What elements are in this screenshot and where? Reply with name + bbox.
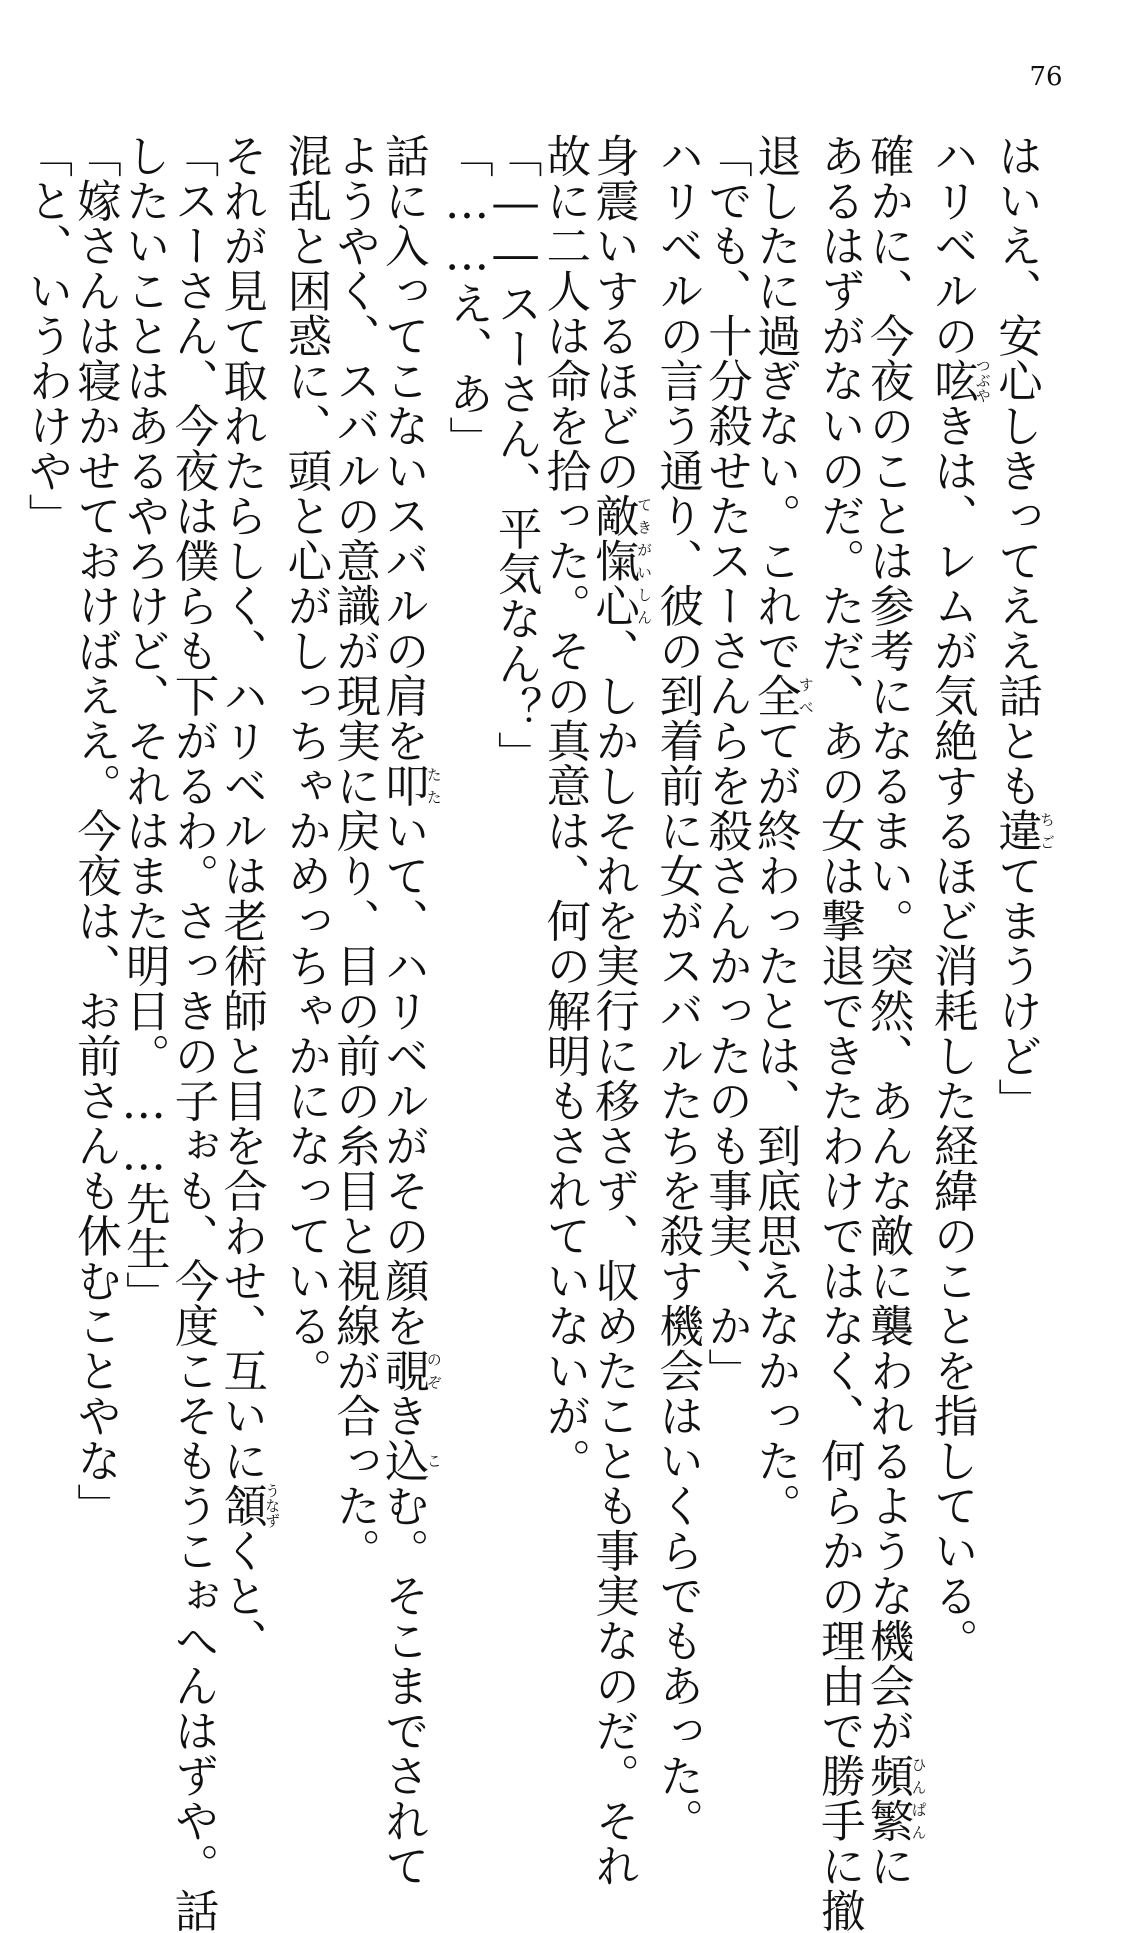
body-text — [20, 133, 1056, 1933]
furigana: 込こ — [377, 1438, 443, 1483]
furigana: 違ちご — [990, 808, 1056, 853]
furigana: 頷うなず — [215, 1483, 282, 1528]
text-line: 「スーさん、今夜は僕らも下がるわ。さっきの子ぉも、今度こそもうこぉへんはずや。話 — [166, 133, 218, 1933]
text-line: 混乱と困惑に、頭と心がしっちゃかめっちゃかになっている。 — [279, 133, 331, 1393]
text-line: 「でも、十分殺せたスーさんらを殺さんかったのも事実、か」 — [700, 133, 752, 1393]
furigana: 頻繁ひんぱん — [862, 1753, 928, 1843]
text-line: したいことはあるやろけど、それはまた明日。……先生」 — [118, 133, 170, 1316]
furigana: 呟つぶや — [926, 358, 992, 403]
furigana: 全すべ — [749, 673, 815, 718]
furigana: 覗のぞ — [377, 1348, 443, 1393]
text-line: ハリベルの呟つぶやきは、レムが気絶するほど消耗した経緯のことを指している。 — [926, 133, 992, 1663]
text-line: ハリベルの言う通り、彼の到着前に女がスバルたちを殺す機会はいくらでもあった。 — [651, 133, 703, 1843]
text-line: 確かに、今夜のことは参考になるまい。突然、あんな敵に襲われるような機会が頻繁ひんぱんに — [862, 133, 928, 1888]
text-line: それが見て取れたらしく、ハリベルは老術師と目を合わせ、互いに頷うなずくと、 — [215, 133, 282, 1663]
text-line: 故に二人は命を拾った。その真意は、何の解明もされていないが。 — [538, 133, 590, 1483]
text-line: 退したに過ぎない。これで全すべてが終わったとは、到底思えなかった。 — [749, 133, 815, 1528]
text-line: 「――スーさん、平気なん？」 — [490, 133, 542, 776]
text-line: 「……え、あ」 — [441, 133, 493, 461]
text-line: はいえ、安心しきってええ話とも違ちごてまうけど」 — [990, 133, 1056, 1123]
text-line: 話に入ってこないスバルの肩を叩たたいて、ハリベルがその顔を覗のぞき込こむ。そこまでされて — [377, 133, 443, 1888]
page-number: 76 — [1029, 62, 1063, 92]
text-line: 身震いするほどの敵愾心てきがいしん、しかしそれを実行に移さず、収めたことも事実なのだ。それ — [587, 133, 654, 1888]
text-line: あるはずがないのだ。ただ、あの女は撃退できたわけではなく、何らかの理由で勝手に撤 — [813, 133, 865, 1933]
furigana: 叩たた — [377, 763, 443, 808]
text-line: 「嫁さんは寝かせておけばええ。今夜は、お前さんも休むことやな」 — [69, 133, 121, 1528]
text-line: ようやく、スバルの意識が現実に戻り、目の前の糸目と視線が合った。 — [328, 133, 380, 1573]
furigana: 敵愾心てきがいしん — [587, 493, 654, 628]
text-line: 「と、いうわけや」 — [20, 133, 72, 538]
